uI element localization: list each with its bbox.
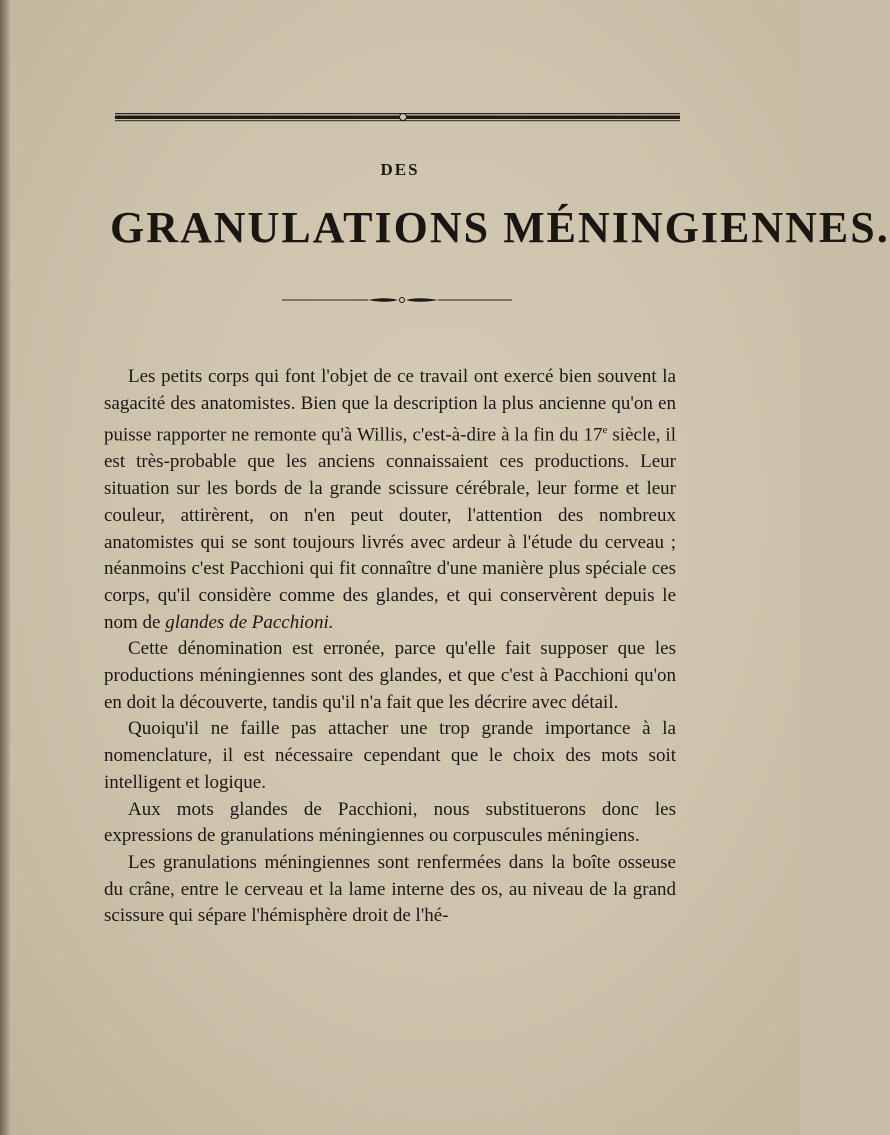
century-superscript: e: [602, 424, 608, 437]
paragraph-1: [104, 364, 676, 636]
header-rule: [115, 112, 680, 122]
paragraph-4: Aux mots glandes de Pacchioni, nous substituerons donc les expressions de granulations méningiennes ou corpuscules méningiens.: [104, 798, 676, 847]
paragraph-1-text-continued: siècle, il est très-probable que les anciens connaissaient ces productions. Leur situation sur les bords de la grande scissure cérébrale, leur forme et leur couleur, attirèrent, on n'en peut douter, l'attention des nombreux anatomistes qui se sont toujours livrés avec ardeur à l'étude du cerveau ; néanmoins c'est Pacchioni qui fit connaître d'une manière plus spéciale ces corps, qu'il considère comme des glandes, et qui conservèrent depuis le nom de: [104, 424, 676, 633]
paragraph-5: Les granulations méningiennes sont renfermées dans la boîte osseuse du crâne, entre le cerveau et la lame interne des os, au niveau de la grand scissure qui sépare l'hémisphère droit de l'hé-: [104, 851, 676, 927]
ornament-divider: [282, 294, 512, 306]
paragraph-2: Cette dénomination est erronée, parce qu'elle fait supposer que les productions méningiennes sont des glandes, et que c'est à Pacchioni qu'on en doit la découverte, tandis qu'il n'a fait que les décrire avec détail.: [104, 638, 676, 713]
italic-term: glandes de Pacchioni.: [165, 611, 334, 633]
pre-title: DES: [380, 160, 420, 179]
chapter-title: GRANULATIONS MÉNINGIENNES.: [110, 203, 890, 252]
body-text: [104, 364, 676, 930]
paragraph-1-text: Les petits corps qui font l'objet de ce travail ont exercé bien souvent la sagacité des anatomistes. Bien que la description la plus ancienne qu'on en puisse rapporter ne remonte qu'à Willis, c'est-à-dire à la fin du 17: [104, 366, 676, 446]
paragraph-3: Quoiqu'il ne faille pas attacher une trop grande importance à la nomenclature, il est nécessaire cependant que le choix des mots soit intelligent et logique.: [104, 718, 676, 793]
